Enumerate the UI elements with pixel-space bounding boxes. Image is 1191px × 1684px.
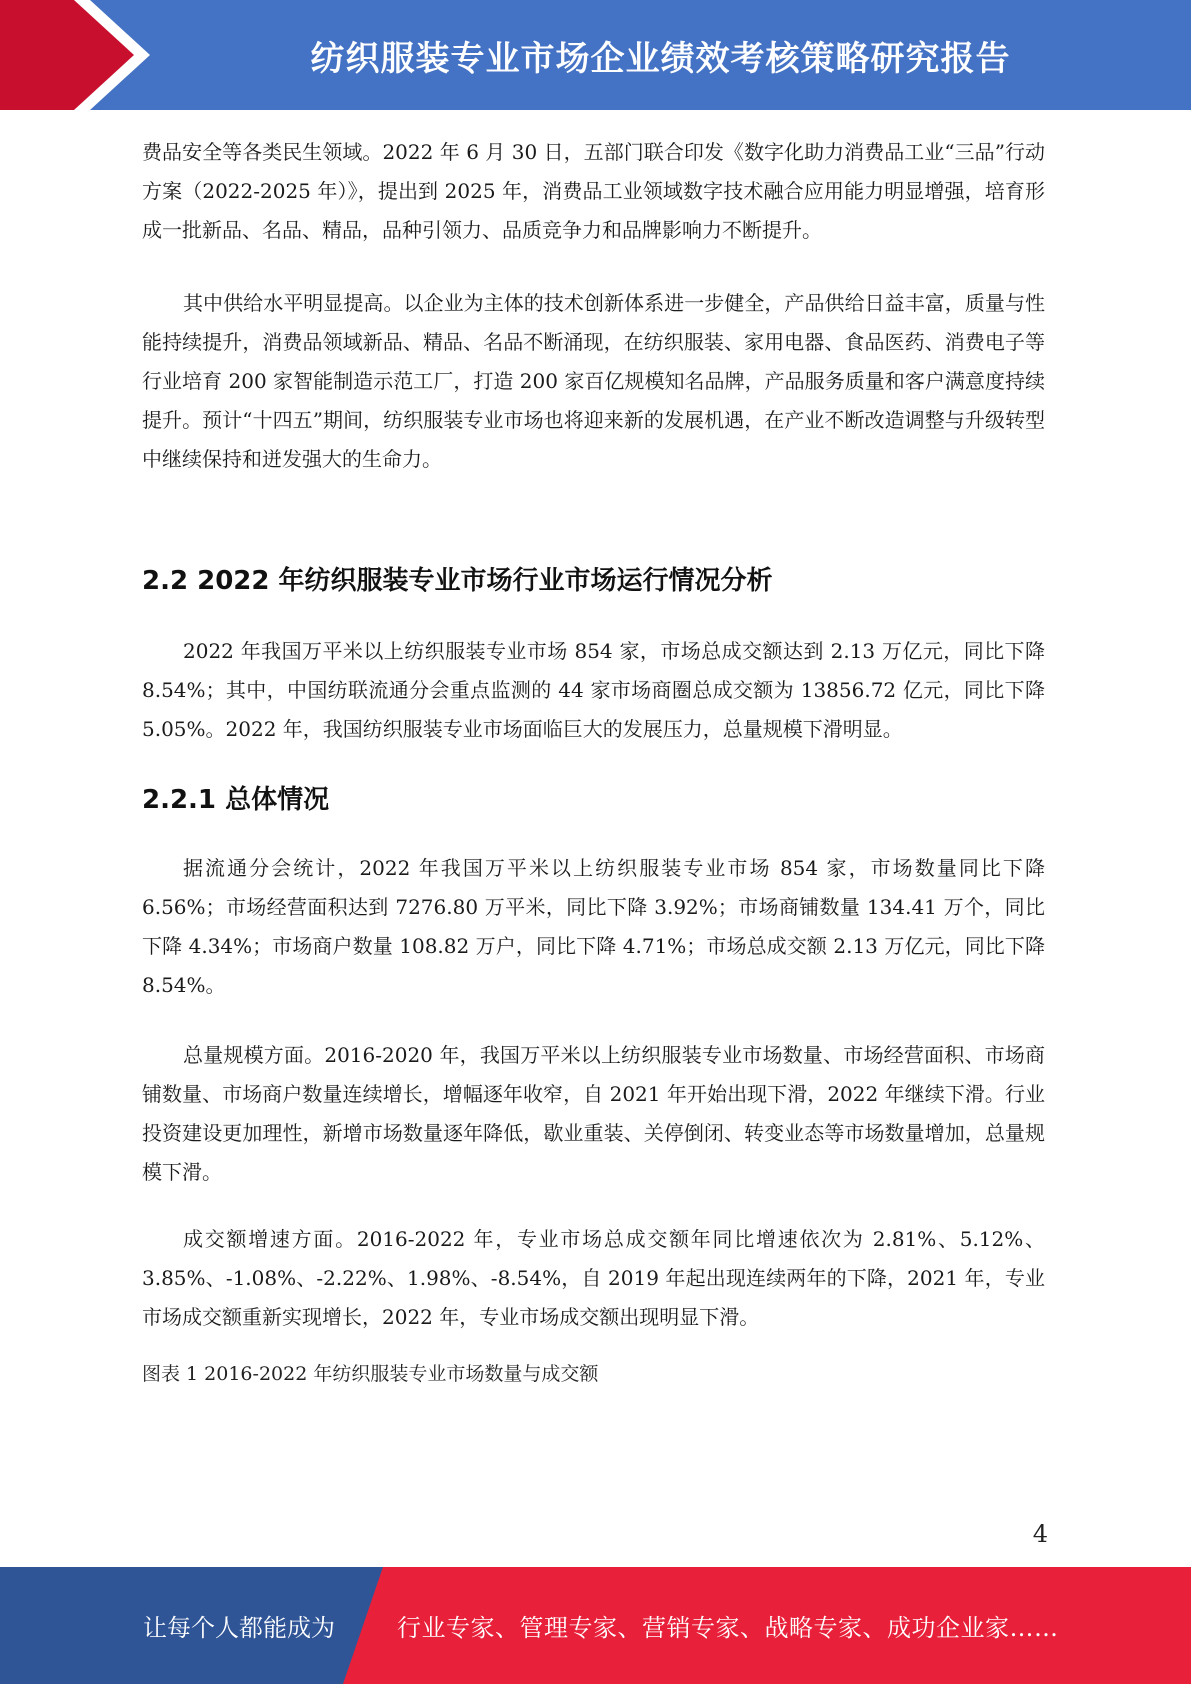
- section-heading-2-2: 2.2 2022 年纺织服装专业市场行业市场运行情况分析: [142, 566, 773, 596]
- header-arrow-icon: [0, 0, 160, 110]
- footer-slogan-right: 行业专家、管理专家、营销专家、战略专家、成功企业家……: [397, 1614, 1059, 1642]
- figure-caption: 图表 1 2016-2022 年纺织服装专业市场数量与成交额: [142, 1363, 599, 1385]
- paragraph-6: 成交额增速方面。2016-2022 年，专业市场总成交额年同比增速依次为 2.81%、5.12%、3.85%、-1.08%、-2.22%、1.98%、-8.54%，自 2019 年起出现连续两年的下降，2021 年，专业市场成交额重新实现增长，2022 年，专业市场成交额出现明显下滑。: [142, 1227, 1045, 1329]
- paragraph-4: 据流通分会统计，2022 年我国万平米以上纺织服装专业市场 854 家，市场数量同比下降 6.56%；市场经营面积达到 7276.80 万平米，同比下降 3.92%；市场商铺数量 134.41 万个，同比下降 4.34%；市场商户数量 108.82 万户，同比下降 4.71%；市场总成交额 2.13 万亿元，同比下降 8.54%。: [142, 856, 1045, 997]
- page-footer: [0, 1567, 1191, 1684]
- page-header: [0, 0, 1191, 110]
- paragraph-3: 2022 年我国万平米以上纺织服装专业市场 854 家，市场总成交额达到 2.13 万亿元，同比下降 8.54%；其中，中国纺联流通分会重点监测的 44 家市场商圈总成交额为 13856.72 亿元，同比下降 5.05%。2022 年，我国纺织服装专业市场面临巨大的发展压力，总量规模下滑明显。: [142, 639, 1045, 741]
- footer-slogan-left: 让每个人都能成为: [143, 1614, 335, 1642]
- page-number: 4: [1032, 1520, 1048, 1548]
- section-heading-2-2-1: 2.2.1 总体情况: [142, 785, 330, 815]
- paragraph-1: 费品安全等各类民生领域。2022 年 6 月 30 日，五部门联合印发《数字化助力消费品工业“三品”行动方案（2022-2025 年）》，提出到 2025 年，消费品工业领域数字技术融合应用能力明显增强，培育形成一批新品、名品、精品，品种引领力、品质竞争力和品牌影响力不断提升。: [142, 140, 1045, 242]
- paragraph-5: 总量规模方面。2016-2020 年，我国万平米以上纺织服装专业市场数量、市场经营面积、市场商铺数量、市场商户数量连续增长，增幅逐年收窄，自 2021 年开始出现下滑，2022 年继续下滑。行业投资建设更加理性，新增市场数量逐年降低，歇业重装、关停倒闭、转变业态等市场数量增加，总量规模下滑。: [142, 1043, 1045, 1184]
- report-title: 纺织服装专业市场企业绩效考核策略研究报告: [310, 38, 1011, 79]
- paragraph-2: 其中供给水平明显提高。以企业为主体的技术创新体系进一步健全，产品供给日益丰富，质量与性能持续提升，消费品领域新品、精品、名品不断涌现，在纺织服装、家用电器、食品医药、消费电子等行业培育 200 家智能制造示范工厂，打造 200 家百亿规模知名品牌，产品服务质量和客户满意度持续提升。预计“十四五”期间，纺织服装专业市场也将迎来新的发展机遇，在产业不断改造调整与升级转型中继续保持和迸发强大的生命力。: [142, 291, 1045, 471]
